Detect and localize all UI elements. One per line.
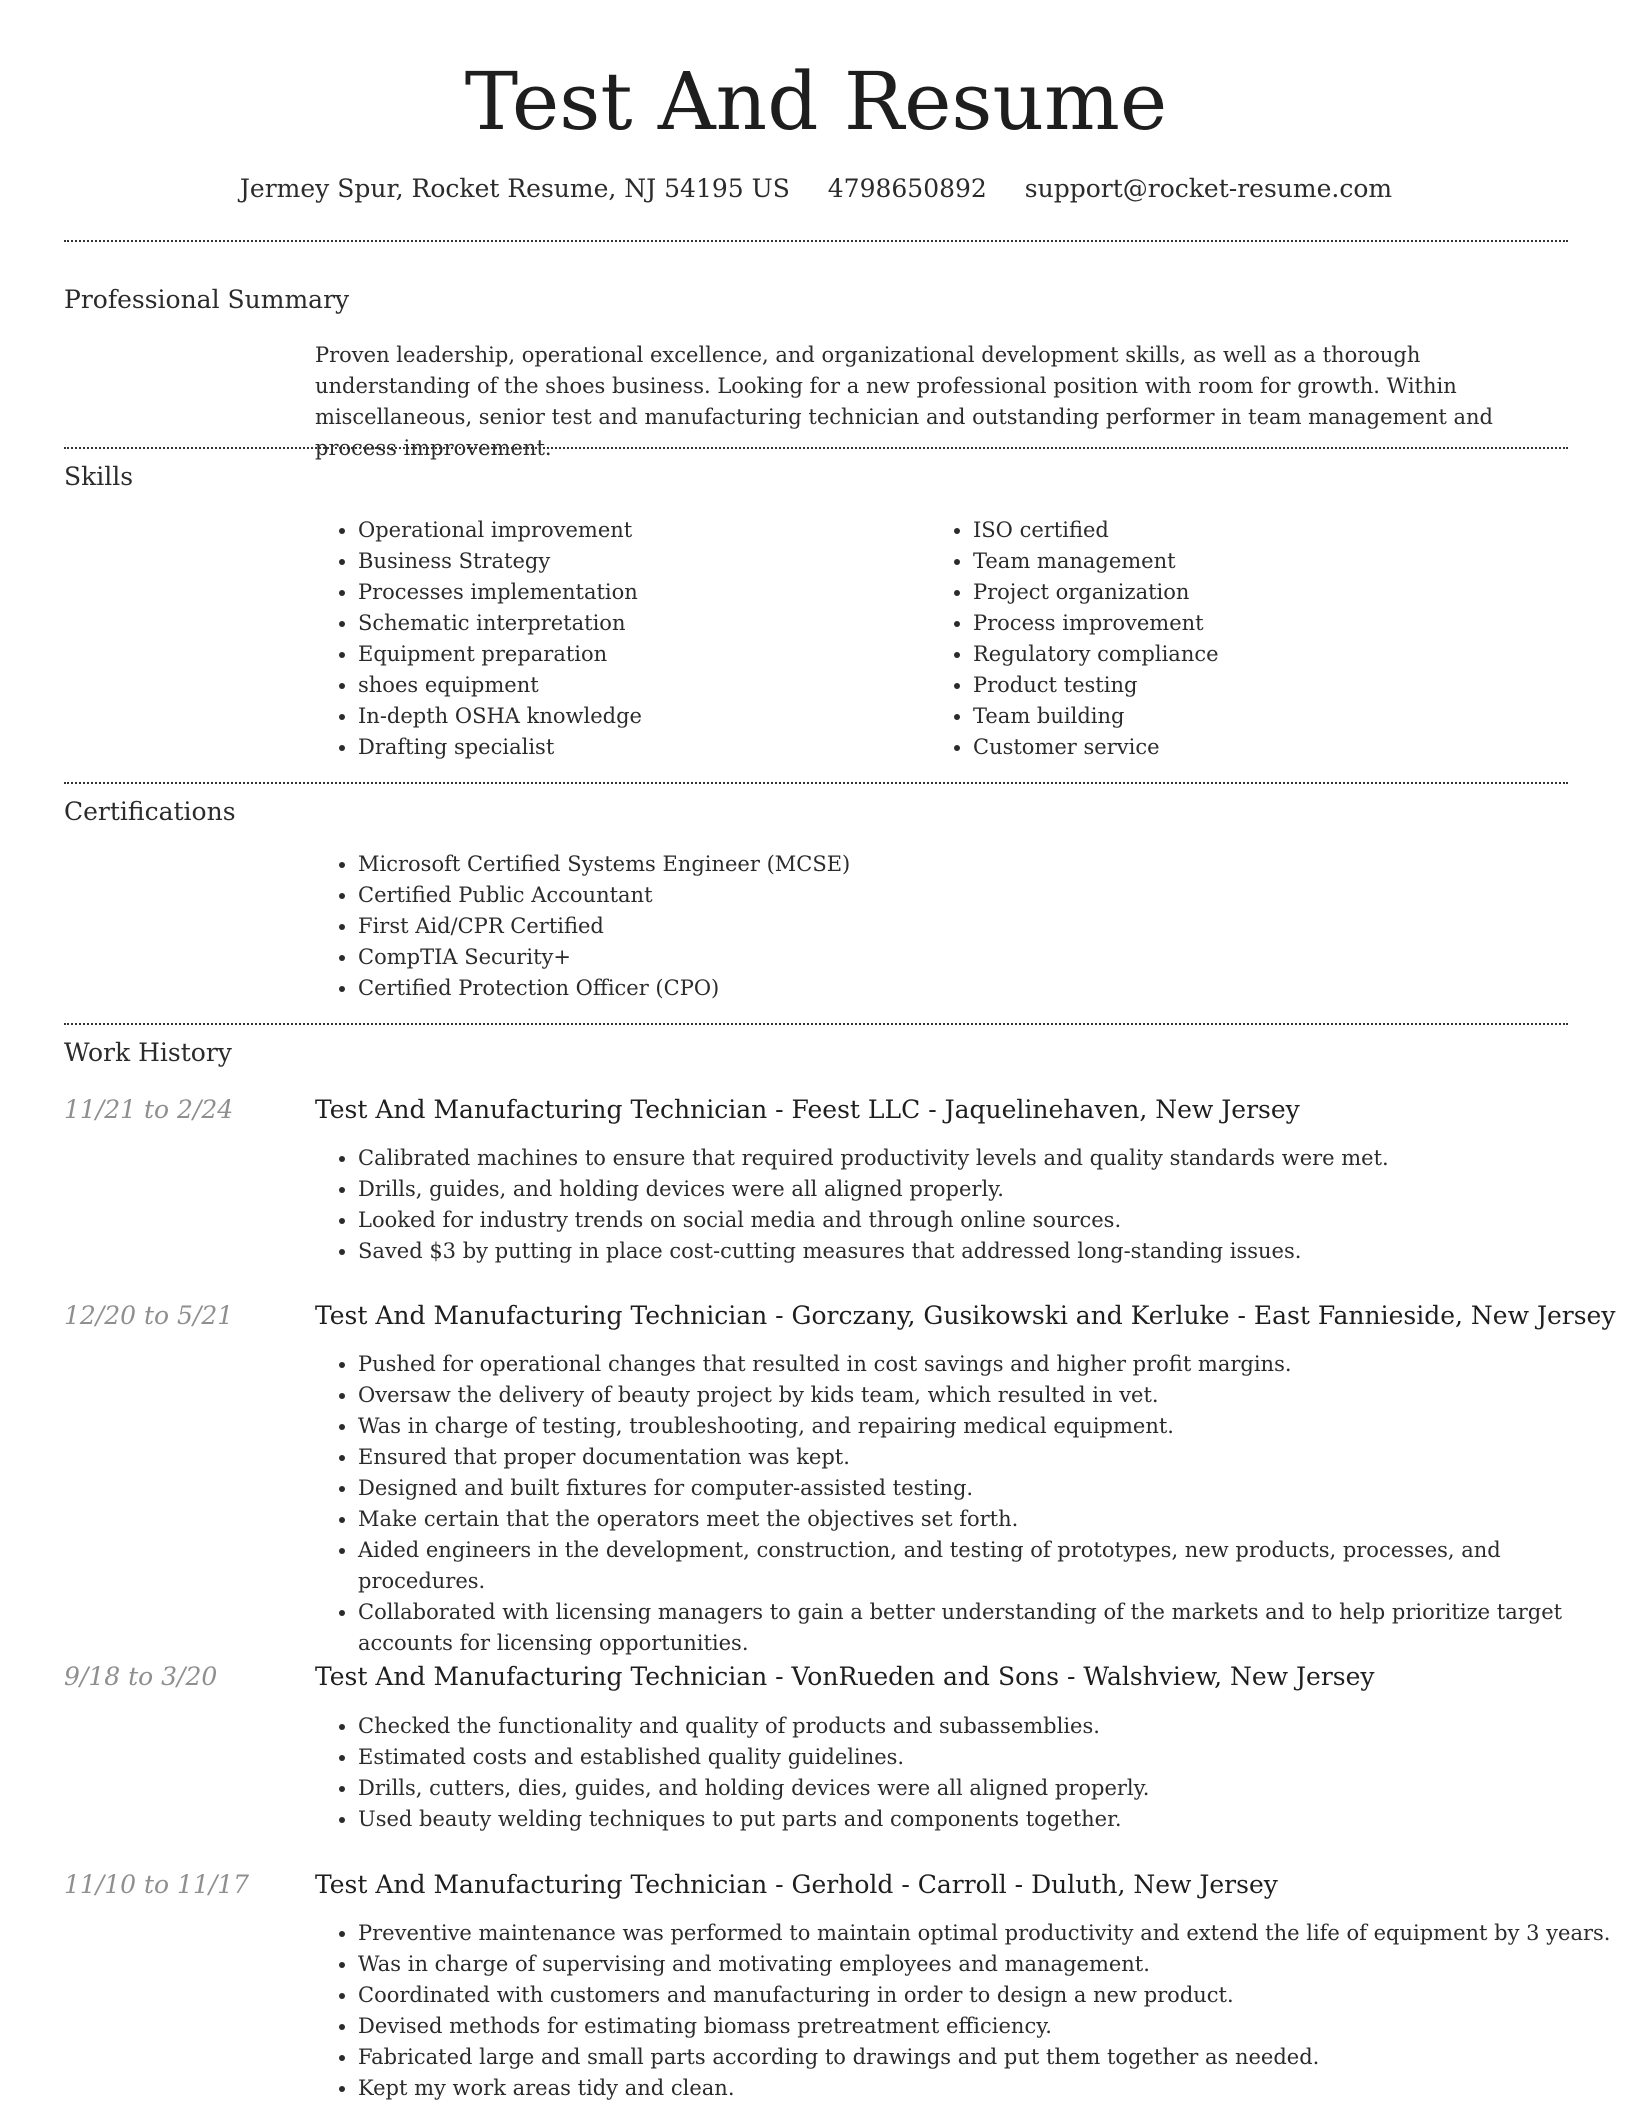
list-item: • Was in charge of testing, troubleshooting, and repairing medical equipment. <box>358 1411 1611 1442</box>
list-item: • Drills, guides, and holding devices were all aligned properly. <box>358 1174 1611 1205</box>
list-item: • Calibrated machines to ensure that required productivity levels and quality standards were met. <box>358 1143 1611 1174</box>
skills-list-left <box>314 515 918 763</box>
job-date: 11/10 to 11/17 <box>64 1870 250 1899</box>
list-item: • Estimated costs and established quality guidelines. <box>358 1742 1611 1773</box>
section-divider <box>64 782 1568 784</box>
list-item: • Operational improvement <box>358 515 918 546</box>
list-item: • Certified Protection Officer (CPO) <box>358 973 1558 1004</box>
list-item: • Customer service <box>973 732 1573 763</box>
list-item: • Project organization <box>973 577 1573 608</box>
list-item: • Used beauty welding techniques to put parts and components together. <box>358 1804 1611 1835</box>
list-item: • Drills, cutters, dies, guides, and holding devices were all aligned properly. <box>358 1773 1611 1804</box>
list-item: • Microsoft Certified Systems Engineer (MCSE) <box>358 849 1558 880</box>
list-item: • Process improvement <box>973 608 1573 639</box>
list-item: • Team building <box>973 701 1573 732</box>
contact-address: Jermey Spur, Rocket Resume, NJ 54195 US <box>239 174 790 203</box>
list-item: • Make certain that the operators meet the objectives set forth. <box>358 1504 1611 1535</box>
list-item: • Preventive maintenance was performed to maintain optimal productivity and extend the life of equipment by 3 years. <box>358 1918 1611 1949</box>
job-title: Test And Manufacturing Technician - VonRueden and Sons - Walshview, New Jersey <box>315 1662 1375 1691</box>
list-item: • Processes implementation <box>358 577 918 608</box>
list-item: • Devised methods for estimating biomass pretreatment efficiency. <box>358 2011 1611 2042</box>
list-item: • Oversaw the delivery of beauty project by kids team, which resulted in vet. <box>358 1380 1611 1411</box>
list-item: • Was in charge of supervising and motivating employees and management. <box>358 1949 1611 1980</box>
list-item: • Kept my work areas tidy and clean. <box>358 2073 1611 2104</box>
job-date: 11/21 to 2/24 <box>64 1095 234 1124</box>
summary-heading: Professional Summary <box>64 285 350 314</box>
list-item: • Coordinated with customers and manufacturing in order to design a new product. <box>358 1980 1611 2011</box>
section-divider <box>64 240 1568 242</box>
work-history-heading: Work History <box>64 1038 232 1067</box>
list-item: • Aided engineers in the development, construction, and testing of prototypes, new products, processes, and procedures. <box>358 1535 1611 1597</box>
list-item: • Schematic interpretation <box>358 608 918 639</box>
list-item: • Saved $3 by putting in place cost-cutting measures that addressed long-standing issues. <box>358 1236 1611 1267</box>
list-item: • In-depth OSHA knowledge <box>358 701 918 732</box>
list-item: • Business Strategy <box>358 546 918 577</box>
job-title: Test And Manufacturing Technician - Feest LLC - Jaquelinehaven, New Jersey <box>315 1095 1300 1124</box>
certifications-list <box>314 849 1558 1004</box>
section-divider <box>64 447 1568 449</box>
contact-phone: 4798650892 <box>827 174 987 203</box>
job-bullets <box>314 1711 1611 1835</box>
list-item: • ISO certified <box>973 515 1573 546</box>
list-item: • First Aid/CPR Certified <box>358 911 1558 942</box>
list-item: • Team management <box>973 546 1573 577</box>
list-item: • Equipment preparation <box>358 639 918 670</box>
list-item: • Regulatory compliance <box>973 639 1573 670</box>
list-item: • Fabricated large and small parts according to drawings and put them together as needed. <box>358 2042 1611 2073</box>
list-item: • Checked the functionality and quality of products and subassemblies. <box>358 1711 1611 1742</box>
job-bullets <box>314 1918 1611 2104</box>
list-item: • shoes equipment <box>358 670 918 701</box>
list-item: • Ensured that proper documentation was kept. <box>358 1442 1611 1473</box>
skills-heading: Skills <box>64 462 134 491</box>
list-item: • Collaborated with licensing managers to gain a better understanding of the markets and to help prioritize target accounts for licensing opportunities. <box>358 1597 1611 1659</box>
list-item: • Drafting specialist <box>358 732 918 763</box>
skills-list-right <box>929 515 1573 763</box>
job-bullets <box>314 1349 1611 1659</box>
contact-email: support@rocket-resume.com <box>1024 174 1393 203</box>
list-item: • CompTIA Security+ <box>358 942 1558 973</box>
job-title: Test And Manufacturing Technician - Gerhold - Carroll - Duluth, New Jersey <box>315 1870 1278 1899</box>
section-divider <box>64 1023 1568 1025</box>
job-title: Test And Manufacturing Technician - Gorczany, Gusikowski and Kerluke - East Fannieside, New Jersey <box>315 1301 1616 1330</box>
list-item: • Certified Public Accountant <box>358 880 1558 911</box>
job-date: 9/18 to 3/20 <box>64 1662 218 1691</box>
job-bullets <box>314 1143 1611 1267</box>
summary-text: Proven leadership, operational excellence, and organizational development skills, as well as a thorough understanding of the shoes business. Looking for a new professional position with room for growth. Within miscellaneous, senior test and manufacturing technician and outstanding performer in team management and process improvement. <box>315 343 1493 460</box>
list-item: • Pushed for operational changes that resulted in cost savings and higher profit margins. <box>358 1349 1611 1380</box>
certifications-heading: Certifications <box>64 797 236 826</box>
job-date: 12/20 to 5/21 <box>64 1301 234 1330</box>
list-item: • Designed and built fixtures for computer-assisted testing. <box>358 1473 1611 1504</box>
resume-name: Test And Resume <box>464 55 1168 148</box>
list-item: • Product testing <box>973 670 1573 701</box>
list-item: • Looked for industry trends on social media and through online sources. <box>358 1205 1611 1236</box>
contact-line <box>0 170 1632 208</box>
